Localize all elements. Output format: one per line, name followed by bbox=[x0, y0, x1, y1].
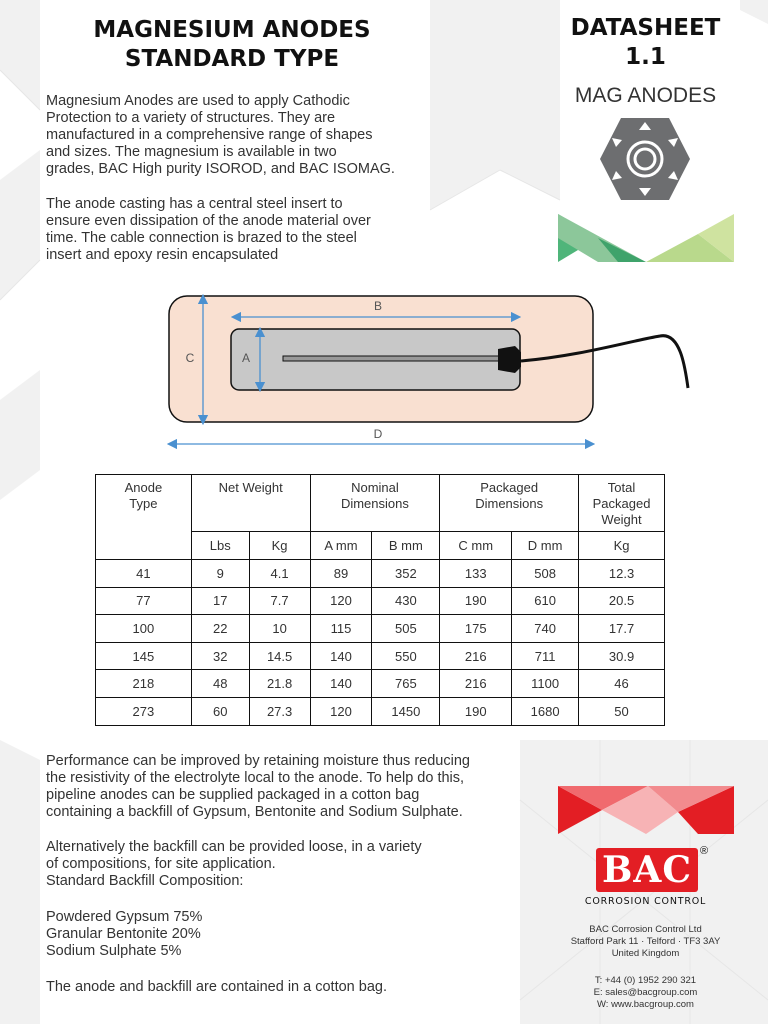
red-banner bbox=[558, 786, 734, 834]
cable-connector bbox=[498, 346, 521, 373]
header-text: Dimensions bbox=[340, 496, 409, 511]
label-b: B bbox=[373, 299, 383, 313]
datasheet-label: DATASHEET bbox=[570, 15, 721, 41]
header-nominal-dimensions bbox=[310, 475, 440, 532]
intro-p1-line: manufactured in a comprehensive range of shapes bbox=[46, 127, 373, 143]
table-cell: 17 bbox=[191, 587, 249, 615]
header-text: Total bbox=[607, 480, 636, 495]
unit-cell: B mm bbox=[372, 532, 440, 560]
header-text: Packaged bbox=[592, 496, 651, 511]
table-cell: 7.7 bbox=[249, 587, 310, 615]
label-c: C bbox=[185, 351, 195, 365]
header-anode-type bbox=[96, 475, 192, 560]
table-cell: 9 bbox=[191, 560, 249, 588]
unit-cell: Kg bbox=[579, 532, 665, 560]
table-cell: 30.9 bbox=[579, 642, 665, 670]
green-banner bbox=[558, 214, 734, 262]
table-cell: 12.3 bbox=[579, 560, 665, 588]
address-line: BAC Corrosion Control Ltd bbox=[589, 924, 702, 935]
bac-logo-text: BAC bbox=[601, 849, 692, 891]
table-cell: 10 bbox=[249, 615, 310, 643]
address-line: Stafford Park 11 · Telford · TF3 3AY bbox=[570, 936, 721, 947]
phone-number: T: +44 (0) 1952 290 321 bbox=[594, 975, 697, 986]
body-paragraph-backfill bbox=[46, 839, 422, 890]
table-body bbox=[96, 560, 665, 726]
header-text: Anode bbox=[124, 480, 163, 495]
table-cell: 100 bbox=[96, 615, 192, 643]
label-a: A bbox=[241, 351, 251, 365]
table-cell: 77 bbox=[96, 587, 192, 615]
table-row bbox=[96, 670, 665, 698]
table-row bbox=[96, 560, 665, 588]
intro-p2-line: insert and epoxy resin encapsulated bbox=[46, 247, 279, 263]
table-cell: 273 bbox=[96, 697, 192, 725]
table-cell: 140 bbox=[310, 670, 372, 698]
unit-cell: D mm bbox=[512, 532, 579, 560]
table-cell: 32 bbox=[191, 642, 249, 670]
intro-p2-line: time. The cable connection is brazed to the steel bbox=[46, 230, 357, 246]
intro-p1-line: Magnesium Anodes are used to apply Cathodic bbox=[46, 93, 350, 109]
table-cell: 610 bbox=[512, 587, 579, 615]
table-cell: 46 bbox=[579, 670, 665, 698]
website-link[interactable]: W: www.bacgroup.com bbox=[597, 999, 694, 1010]
table-cell: 120 bbox=[310, 587, 372, 615]
intro-paragraph-1 bbox=[46, 93, 395, 178]
intro-p2-line: The anode casting has a central steel insert to bbox=[46, 196, 343, 212]
datasheet-number bbox=[558, 14, 733, 72]
table-cell: 190 bbox=[440, 697, 512, 725]
table-row bbox=[96, 642, 665, 670]
title-line-1: MAGNESIUM ANODES bbox=[93, 17, 371, 43]
table-cell: 216 bbox=[440, 670, 512, 698]
registered-mark: ® bbox=[700, 845, 709, 857]
datasheet-version: 1.1 bbox=[625, 44, 666, 70]
backfill-composition-list bbox=[46, 909, 202, 960]
header-text: Type bbox=[129, 496, 158, 511]
intro-paragraph-2 bbox=[46, 196, 371, 264]
intro-p2-line: ensure even dissipation of the anode material over bbox=[46, 213, 371, 229]
company-address bbox=[558, 924, 733, 960]
body-line: Alternatively the backfill can be provided loose, in a variety bbox=[46, 839, 422, 855]
intro-p1-line: grades, BAC High purity ISOROD, and BAC ISOMAG. bbox=[46, 161, 395, 177]
anode-hexagon-icon bbox=[598, 116, 692, 202]
composition-item: Powdered Gypsum 75% bbox=[46, 909, 203, 925]
title-line-2: STANDARD TYPE bbox=[124, 46, 340, 72]
anode-spec-table bbox=[95, 474, 665, 726]
steel-insert bbox=[283, 356, 503, 361]
table-row bbox=[96, 697, 665, 725]
table-cell: 17.7 bbox=[579, 615, 665, 643]
unit-cell: Lbs bbox=[191, 532, 249, 560]
body-line: containing a backfill of Gypsum, Bentonite and Sodium Sulphate. bbox=[46, 804, 463, 820]
table-cell: 4.1 bbox=[249, 560, 310, 588]
address-line: United Kingdom bbox=[611, 948, 680, 959]
table-cell: 1450 bbox=[372, 697, 440, 725]
table-cell: 21.8 bbox=[249, 670, 310, 698]
header-text: Weight bbox=[601, 512, 642, 527]
table-cell: 175 bbox=[440, 615, 512, 643]
header-packaged-dimensions bbox=[440, 475, 579, 532]
table-cell: 14.5 bbox=[249, 642, 310, 670]
company-contacts bbox=[558, 975, 733, 1011]
table-cell: 218 bbox=[96, 670, 192, 698]
body-paragraph-performance bbox=[46, 753, 470, 821]
table-cell: 115 bbox=[310, 615, 372, 643]
header-net-weight: Net Weight bbox=[191, 475, 310, 532]
composition-item: Granular Bentonite 20% bbox=[46, 926, 201, 942]
table-cell: 765 bbox=[372, 670, 440, 698]
header-text: Dimensions bbox=[475, 496, 544, 511]
header-text: Nominal bbox=[351, 480, 399, 495]
body-line: the resistivity of the electrolyte local to the anode. To help do this, bbox=[46, 770, 465, 786]
table-cell: 89 bbox=[310, 560, 372, 588]
table-cell: 20.5 bbox=[579, 587, 665, 615]
body-line: Performance can be improved by retaining moisture thus reducing bbox=[46, 753, 470, 769]
anode-diagram bbox=[160, 286, 700, 456]
table-cell: 740 bbox=[512, 615, 579, 643]
table-cell: 41 bbox=[96, 560, 192, 588]
table-cell: 505 bbox=[372, 615, 440, 643]
page-title bbox=[46, 16, 418, 74]
company-tagline: CORROSION CONTROL bbox=[584, 896, 707, 907]
email-address[interactable]: E: sales@bacgroup.com bbox=[593, 987, 698, 998]
body-line: pipeline anodes can be supplied packaged in a cotton bag bbox=[46, 787, 420, 803]
unit-cell: A mm bbox=[310, 532, 372, 560]
table-cell: 550 bbox=[372, 642, 440, 670]
header-text: Packaged bbox=[480, 480, 539, 495]
table-cell: 508 bbox=[512, 560, 579, 588]
body-line: Standard Backfill Composition: bbox=[46, 873, 244, 889]
table-cell: 60 bbox=[191, 697, 249, 725]
composition-item: Sodium Sulphate 5% bbox=[46, 943, 182, 959]
intro-p1-line: and sizes. The magnesium is available in two bbox=[46, 144, 337, 160]
table-cell: 145 bbox=[96, 642, 192, 670]
table-cell: 430 bbox=[372, 587, 440, 615]
table-row bbox=[96, 587, 665, 615]
table-cell: 22 bbox=[191, 615, 249, 643]
table-cell: 352 bbox=[372, 560, 440, 588]
table-cell: 711 bbox=[512, 642, 579, 670]
body-paragraph-bag: The anode and backfill are contained in a cotton bag. bbox=[46, 979, 387, 995]
bac-logo bbox=[596, 848, 698, 892]
table-cell: 216 bbox=[440, 642, 512, 670]
table-cell: 140 bbox=[310, 642, 372, 670]
table-cell: 1100 bbox=[512, 670, 579, 698]
intro-p1-line: Protection to a variety of structures. They are bbox=[46, 110, 336, 126]
table-cell: 190 bbox=[440, 587, 512, 615]
table-row bbox=[96, 615, 665, 643]
body-line: of compositions, for site application. bbox=[46, 856, 276, 872]
table-cell: 27.3 bbox=[249, 697, 310, 725]
table-cell: 1680 bbox=[512, 697, 579, 725]
table-cell: 133 bbox=[440, 560, 512, 588]
category-label: MAG ANODES bbox=[574, 84, 717, 107]
table-cell: 48 bbox=[191, 670, 249, 698]
label-d: D bbox=[373, 427, 383, 441]
header-total-weight bbox=[579, 475, 665, 532]
table-cell: 50 bbox=[579, 697, 665, 725]
table-cell: 120 bbox=[310, 697, 372, 725]
unit-cell: Kg bbox=[249, 532, 310, 560]
unit-cell: C mm bbox=[440, 532, 512, 560]
